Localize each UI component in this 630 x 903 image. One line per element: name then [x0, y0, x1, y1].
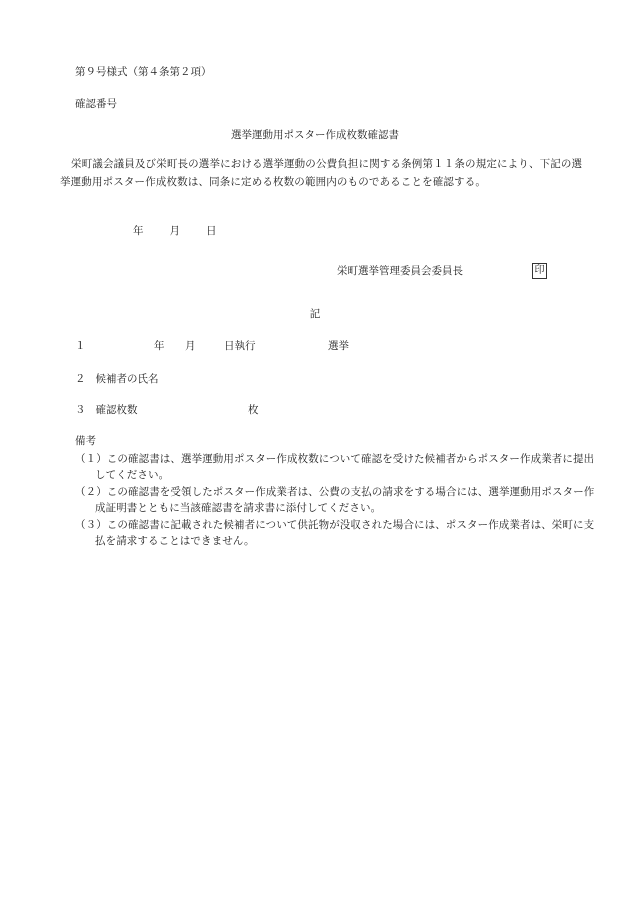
- issuer-name: 栄町選挙管理委員会委員長: [337, 265, 463, 277]
- item3: [75, 404, 138, 417]
- item2-label: 候補者の氏名: [95, 373, 159, 385]
- remarks-note-3: （３）この確認書に記載された候補者について供託物が没収された場合には、ポスター作成業者は、栄町に支払を請求することはできません。: [75, 519, 595, 547]
- body-paragraph: 栄町議会議員及び栄町長の選挙における選挙運動の公費負担に関する条例第１１条の規定により、下記の選挙運動用ポスター作成枚数は、同条に定める枚数の範囲内のものであることを確認する。: [60, 158, 583, 188]
- form-number: 第９号様式（第４条第２項）: [75, 66, 212, 78]
- seal-box: 印: [532, 263, 547, 279]
- item1-month: 月: [185, 340, 196, 352]
- item3-label: 確認枚数: [95, 404, 138, 416]
- remarks-note-2: （２）この確認書を受領したポスター作成業者は、公費の支払の請求をする場合には、選挙運動用ポスター作成証明書とともに当該確認書を請求書に添付してください。: [75, 486, 595, 514]
- document-title: 選挙運動用ポスター作成枚数確認書: [231, 129, 399, 141]
- item2: [75, 373, 159, 386]
- item1-number: １: [75, 340, 86, 352]
- date-line: [133, 225, 217, 238]
- item1-year: 年: [154, 340, 165, 352]
- item1-election: 選挙: [328, 340, 349, 352]
- item2-number: ２: [75, 373, 86, 385]
- date-year: 年: [133, 225, 144, 237]
- item3-unit: 枚: [248, 404, 259, 416]
- ki-heading: 記: [309, 308, 321, 320]
- remarks-title: 備考: [75, 435, 96, 447]
- date-day: 日: [206, 225, 217, 237]
- item3-number: ３: [75, 404, 86, 416]
- confirmation-number-label: 確認番号: [75, 98, 117, 110]
- remarks-note-1: （１）この確認書は、選挙運動用ポスター作成枚数について確認を受けた候補者からポスター作成業者に提出してください。: [75, 453, 595, 481]
- item1-day: 日執行: [224, 340, 256, 352]
- date-month: 月: [169, 225, 180, 237]
